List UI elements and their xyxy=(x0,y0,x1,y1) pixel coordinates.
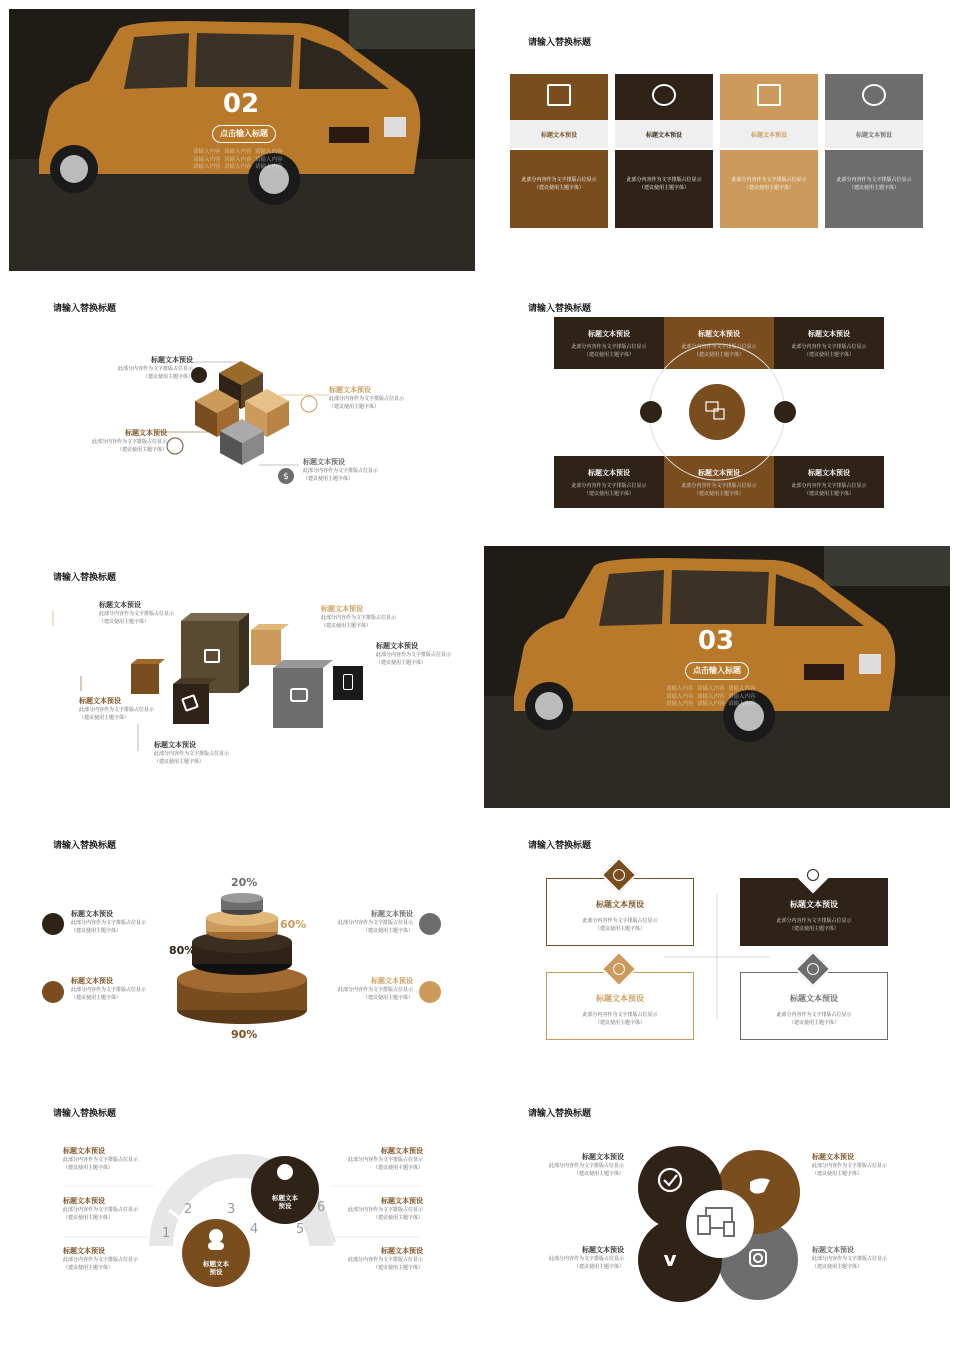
diamond-card-label: 标题文本预设 xyxy=(596,900,644,909)
arc-number: 4 xyxy=(250,1222,259,1237)
page-title: 请输入替换标题 xyxy=(528,304,592,314)
grid-block-label: 标题文本预设 xyxy=(808,330,850,338)
megaphone-icon xyxy=(757,84,781,106)
pyramid-label-80: 80% xyxy=(169,944,196,957)
cube-item xyxy=(303,457,378,483)
cube-item-body: 此部分内容作为文字排版占位显示 （建议使用主题字体） xyxy=(91,439,167,453)
arc-item-body: 此部分内容作为文字排版占位显示 （建议使用主题字体） xyxy=(347,1257,423,1271)
page-title: 请输入替换标题 xyxy=(528,38,592,48)
slide-pyramid xyxy=(9,814,475,1076)
section-title-button[interactable]: 点击输入标题 xyxy=(685,662,749,680)
page-title: 请输入替换标题 xyxy=(53,841,117,851)
grid-block-label: 标题文本预设 xyxy=(588,469,630,477)
grid-block-body: 此部分内容作为文字排版占位显示 （建议使用主题字体） xyxy=(571,344,647,358)
grid-block-body: 此部分内容作为文字排版占位显示 （建议使用主题字体） xyxy=(681,344,757,358)
diamond-card-body: 此部分内容作为文字排版占位显示 （建议使用主题字体） xyxy=(776,918,852,932)
box-item-body: 此部分内容作为文字排版占位显示 （建议使用主题字体） xyxy=(321,615,397,629)
cube-item-label: 标题文本预设 xyxy=(303,458,345,466)
arc-number: 1 xyxy=(162,1226,171,1241)
circle-item-label: 标题文本预设 xyxy=(582,1246,624,1254)
slide-six-grid xyxy=(484,277,950,539)
grid-block-body: 此部分内容作为文字排版占位显示 （建议使用主题字体） xyxy=(791,483,867,497)
box-item-label: 标题文本预设 xyxy=(79,697,121,705)
arc-number: 5 xyxy=(296,1222,305,1237)
slide-cube-cluster xyxy=(9,277,475,539)
arc-item-body: 此部分内容作为文字排版占位显示 （建议使用主题字体） xyxy=(63,1257,139,1271)
arc-item xyxy=(63,1146,145,1172)
slide-arc-steps xyxy=(9,1082,475,1344)
arc-item-body: 此部分内容作为文字排版占位显示 （建议使用主题字体） xyxy=(63,1207,139,1221)
pyramid-item xyxy=(71,909,146,935)
slide-diamond-cards xyxy=(484,814,950,1076)
grid-block-body: 此部分内容作为文字排版占位显示 （建议使用主题字体） xyxy=(681,483,757,497)
arc-item-label: 标题文本预设 xyxy=(381,1197,423,1205)
pyramid-item xyxy=(71,976,146,1002)
pyramid-label-20: 20% xyxy=(231,876,258,889)
pyramid-item-body: 此部分内容作为文字排版占位显示 （建议使用主题字体） xyxy=(71,987,147,1001)
globe-icon xyxy=(862,84,886,106)
box-item xyxy=(154,740,229,766)
slide-section-03 xyxy=(484,546,950,808)
pyramid-item xyxy=(331,909,413,935)
cube-item xyxy=(83,428,167,454)
pyramid-label-60: 60% xyxy=(280,918,307,931)
slide-box-cluster xyxy=(9,546,475,808)
pyramid-item-label: 标题文本预设 xyxy=(371,977,413,985)
pyramid-label-90: 90% xyxy=(231,1028,258,1041)
grid-block-label: 标题文本预设 xyxy=(698,330,740,338)
diamond-card-body: 此部分内容作为文字排版占位显示 （建议使用主题字体） xyxy=(582,1012,658,1026)
circle-item xyxy=(542,1152,624,1178)
box-item-body: 此部分内容作为文字排版占位显示 （建议使用主题字体） xyxy=(79,707,155,721)
gear-icon xyxy=(613,869,625,881)
cube-item-body: 此部分内容作为文字排版占位显示 （建议使用主题字体） xyxy=(329,396,405,410)
cloud-upload-icon xyxy=(419,981,441,1003)
circle-item-body: 此部分内容作为文字排版占位显示 （建议使用主题字体） xyxy=(548,1256,624,1270)
circles-graphic xyxy=(484,1082,950,1344)
box-item-body: 此部分内容作为文字排版占位显示 （建议使用主题字体） xyxy=(376,652,452,666)
diamond-card-body: 此部分内容作为文字排版占位显示 （建议使用主题字体） xyxy=(582,918,658,932)
box-item-label: 标题文本预设 xyxy=(376,642,418,650)
arc-item-label: 标题文本预设 xyxy=(63,1197,105,1205)
section-number: 02 xyxy=(222,89,260,119)
cube-item xyxy=(109,355,193,381)
arc-item xyxy=(341,1246,423,1272)
card-body: 此部分内容作为文字排版占位显示 （建议使用主题字体） xyxy=(521,177,597,191)
box-item xyxy=(99,600,174,626)
page-title: 请输入替换标题 xyxy=(53,573,117,583)
radiation-icon xyxy=(191,367,207,383)
arc-item xyxy=(63,1246,145,1272)
arc-item xyxy=(63,1196,145,1222)
gear-icon xyxy=(42,981,64,1003)
circle-item-label: 标题文本预设 xyxy=(812,1246,854,1254)
box-item xyxy=(79,696,154,722)
team-icon xyxy=(42,913,64,935)
grid-block-label: 标题文本预设 xyxy=(808,469,850,477)
search-icon xyxy=(652,84,676,106)
arc-item-body: 此部分内容作为文字排版占位显示 （建议使用主题字体） xyxy=(347,1207,423,1221)
arc-item-label: 标题文本预设 xyxy=(381,1247,423,1255)
card-label: 标题文本预设 xyxy=(645,132,682,139)
circle-item xyxy=(812,1152,887,1178)
grid-block-label: 标题文本预设 xyxy=(588,330,630,338)
circle-item-label: 标题文本预设 xyxy=(812,1153,854,1161)
diamond-card-label: 标题文本预设 xyxy=(790,900,838,909)
arc-item xyxy=(341,1146,423,1172)
grid-center-graphic xyxy=(484,277,950,539)
circle-item xyxy=(812,1245,887,1271)
section-placeholder-text: 请输入内容 请输入内容 请输入内容 请输入内容 请输入内容 请输入内容 请输入内容 请输入内容 请输入内容 xyxy=(193,149,283,170)
section-title-button[interactable]: 点击输入标题 xyxy=(212,125,276,143)
arc-number: 6 xyxy=(317,1200,326,1215)
card-label: 标题文本预设 xyxy=(750,132,787,139)
monitor-icon xyxy=(547,84,571,106)
camera-icon xyxy=(290,688,308,702)
box-item-label: 标题文本预设 xyxy=(321,605,363,613)
svg-text:v: v xyxy=(663,1247,677,1271)
feature-card xyxy=(720,74,818,228)
section-number: 03 xyxy=(697,626,735,656)
arc-center-label: 标题文本 预设 xyxy=(272,1194,298,1210)
pyramid-item-body: 此部分内容作为文字排版占位显示 （建议使用主题字体） xyxy=(337,920,413,934)
cube-item-label: 标题文本预设 xyxy=(125,429,167,437)
slide-four-cards xyxy=(484,9,950,271)
cube-item-label: 标题文本预设 xyxy=(329,386,371,394)
grid-block-label: 标题文本预设 xyxy=(698,469,740,477)
cube-item-body: 此部分内容作为文字排版占位显示 （建议使用主题字体） xyxy=(303,468,379,482)
lightbulb-icon xyxy=(613,963,625,975)
box-item-body: 此部分内容作为文字排版占位显示 （建议使用主题字体） xyxy=(154,751,230,765)
circle-item xyxy=(542,1245,624,1271)
section-placeholder-text: 请输入内容 请输入内容 请输入内容 请输入内容 请输入内容 请输入内容 请输入内容 请输入内容 请输入内容 xyxy=(666,686,756,707)
card-body: 此部分内容作为文字排版占位显示 （建议使用主题字体） xyxy=(731,177,807,191)
box-item-body: 此部分内容作为文字排版占位显示 （建议使用主题字体） xyxy=(99,611,175,625)
circle-item-body: 此部分内容作为文字排版占位显示 （建议使用主题字体） xyxy=(812,1256,888,1270)
card-label: 标题文本预设 xyxy=(540,132,577,139)
slide-four-circles xyxy=(484,1082,950,1344)
cube-cluster-graphic xyxy=(9,277,475,539)
pyramid-item-label: 标题文本预设 xyxy=(71,910,113,918)
cube-item-body: 此部分内容作为文字排版占位显示 （建议使用主题字体） xyxy=(117,366,193,380)
cube-item-label: 标题文本预设 xyxy=(151,356,193,364)
cube-item xyxy=(329,385,404,411)
card-label: 标题文本预设 xyxy=(855,132,892,139)
camera-icon xyxy=(807,869,819,881)
page-title: 请输入替换标题 xyxy=(53,304,117,314)
slide-section-02 xyxy=(9,9,475,271)
box-item xyxy=(376,641,451,667)
grid-block-body: 此部分内容作为文字排版占位显示 （建议使用主题字体） xyxy=(791,344,867,358)
page-title: 请输入替换标题 xyxy=(528,841,592,851)
briefcase-icon xyxy=(204,649,220,663)
box-item xyxy=(321,604,396,630)
diamond-card-body: 此部分内容作为文字排版占位显示 （建议使用主题字体） xyxy=(776,1012,852,1026)
pyramid-item-body: 此部分内容作为文字排版占位显示 （建议使用主题字体） xyxy=(337,987,413,1001)
box-item-label: 标题文本预设 xyxy=(99,601,141,609)
monitor-icon xyxy=(807,963,819,975)
arc-item-label: 标题文本预设 xyxy=(381,1147,423,1155)
page-title: 请输入替换标题 xyxy=(528,1109,592,1119)
svg-text:$: $ xyxy=(283,472,289,482)
box-item-label: 标题文本预设 xyxy=(154,741,196,749)
pyramid-item-body: 此部分内容作为文字排版占位显示 （建议使用主题字体） xyxy=(71,920,147,934)
arc-item-body: 此部分内容作为文字排版占位显示 （建议使用主题字体） xyxy=(63,1157,139,1171)
card-body: 此部分内容作为文字排版占位显示 （建议使用主题字体） xyxy=(626,177,702,191)
arc-item xyxy=(341,1196,423,1222)
arc-item-label: 标题文本预设 xyxy=(63,1147,105,1155)
pyramid-item xyxy=(331,976,413,1002)
phone-icon xyxy=(343,674,353,690)
circle-item-label: 标题文本预设 xyxy=(582,1153,624,1161)
grid-block-body: 此部分内容作为文字排版占位显示 （建议使用主题字体） xyxy=(571,483,647,497)
diamond-card-label: 标题文本预设 xyxy=(790,994,838,1003)
arc-number: 3 xyxy=(227,1202,236,1217)
box-cluster-graphic xyxy=(9,546,475,808)
camera-icon xyxy=(419,913,441,935)
arc-item-body: 此部分内容作为文字排版占位显示 （建议使用主题字体） xyxy=(347,1157,423,1171)
feature-card xyxy=(825,74,923,228)
arc-item-label: 标题文本预设 xyxy=(63,1247,105,1255)
page-title: 请输入替换标题 xyxy=(53,1109,117,1119)
circle-item-body: 此部分内容作为文字排版占位显示 （建议使用主题字体） xyxy=(548,1163,624,1177)
target-icon xyxy=(301,396,317,412)
diamond-card-label: 标题文本预设 xyxy=(596,994,644,1003)
card-body: 此部分内容作为文字排版占位显示 （建议使用主题字体） xyxy=(836,177,912,191)
refresh-icon xyxy=(167,438,183,454)
feature-card xyxy=(615,74,713,228)
feature-card xyxy=(510,74,608,228)
pyramid-item-label: 标题文本预设 xyxy=(71,977,113,985)
pyramid-item-label: 标题文本预设 xyxy=(371,910,413,918)
arc-number: 2 xyxy=(184,1202,193,1217)
circle-item-body: 此部分内容作为文字排版占位显示 （建议使用主题字体） xyxy=(812,1163,888,1177)
arc-center-label: 标题文本 预设 xyxy=(203,1260,229,1276)
